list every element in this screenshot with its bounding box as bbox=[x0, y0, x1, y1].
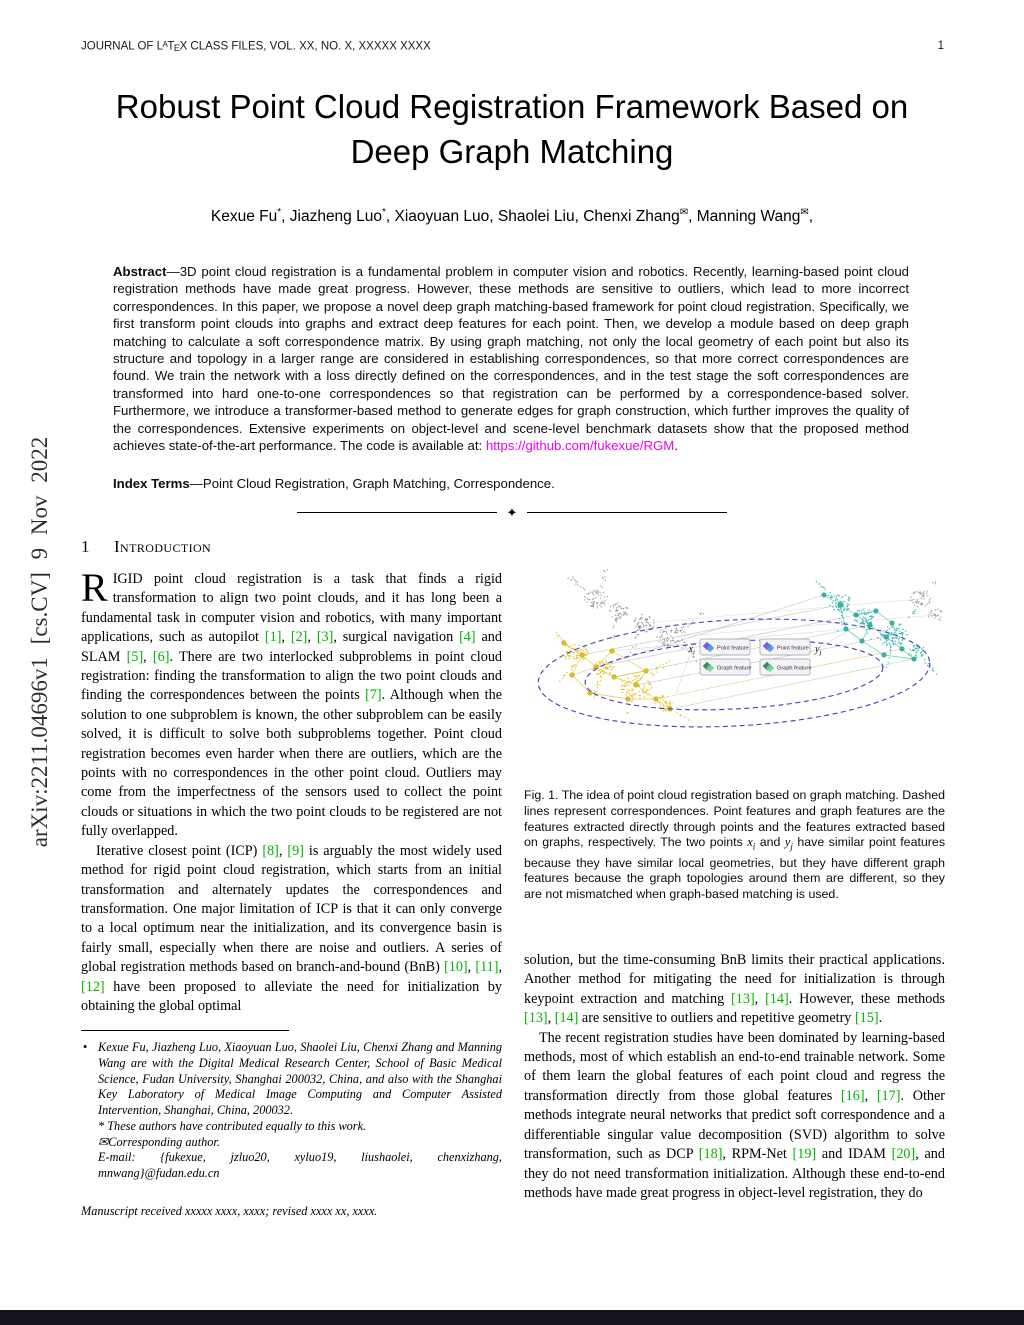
citation-link[interactable]: [14] bbox=[765, 990, 789, 1007]
footnote-equal-contribution: * These authors have contributed equally to this work. bbox=[98, 1118, 367, 1133]
citation-link[interactable]: [16] bbox=[840, 1087, 865, 1104]
yj-leader-line bbox=[820, 623, 862, 647]
journal-name: JOURNAL OF $L^ATEX$ CLASS FILES, VOL. XX, NO. X, XXXXX XXXX bbox=[81, 40, 431, 54]
citation-link[interactable]: [5] bbox=[126, 648, 144, 665]
footnote-bullet: • bbox=[83, 1040, 88, 1055]
citation-link[interactable]: [6] bbox=[152, 648, 170, 665]
xi-leader-line bbox=[676, 655, 690, 693]
dropcap: R bbox=[81, 565, 108, 610]
paragraph-recent-studies: The recent registration studies have been dominated by learning-based methods, most of which establish an end-to-end trainable network. Some of them learn the global features of each point cloud and regress the transformation directly from those global features [16], [17]. Other methods integrate neural networks that predict soft correspondence and a differentiable singular value decomposition (SVD) algorithm to solve transformation, such as DCP [18], RPM-Net [19] and IDAM [20], and they do not need transformation initialization. Although these end-to-end methods have made great progress in object-level registration, they do bbox=[524, 1029, 945, 1201]
running-header bbox=[81, 40, 944, 53]
graph-feature-label: Graph feature bbox=[777, 665, 812, 672]
footnotes-block bbox=[81, 1030, 502, 1181]
footnote-affiliation bbox=[81, 1040, 502, 1119]
graph-feature-label: Graph feature bbox=[717, 665, 752, 672]
yj-feature-boxes bbox=[760, 639, 812, 675]
point-feature-label: Point feature bbox=[777, 645, 809, 652]
divider-line-right bbox=[527, 512, 727, 513]
yj-label: $y_j$ bbox=[815, 644, 822, 657]
intro-paragraph-1-text: point cloud registration is a task that finds a rigid transformation to align two point clouds, and it has long been a fundamental task in computer vision and robotics, with many important applications, such as autopilot [1], [2], [3], surgical navigation [4] and SLAM [5], [6]. There are two interlocked subproblems in point cloud registration: finding the transformation to align the two point clouds and finding the correspondences between the points [7]. Although when the solution to one subproblem is known, the other subproblem can be easily solved, it is difficult to solve both subproblems together. Point cloud registration becomes even harder when there are outliers, which are the points with no correspondences in the other point cloud. Outliers may come from the imperfectness of the sensors used to collect the point clouds or situations in which the two point clouds to be registered are not fully overlapped. bbox=[81, 571, 503, 840]
intro-paragraph-1 bbox=[81, 565, 503, 842]
figure-caption: Fig. 1. The idea of point cloud registration based on graph matching. Dashed lines represent correspondences. Point features and graph features are the features extracted directly through points and the features extracted based on graphs, respectively. The two points $x_i$ and $y_j$ have similar point features because they have similar local geometries, but they have different graph features because the graph topologies around them are different, so they are not mismatched when graph-based matching is used. bbox=[524, 788, 946, 902]
xi-label: $x_i$ bbox=[688, 644, 695, 657]
footnote-rule bbox=[81, 1030, 289, 1031]
footnote-affiliation-text: Kexue Fu, Jiazheng Luo, Xiaoyuan Luo, Shaolei Liu, Chenxi Zhang and Manning Wang are with the Digital Medical Research Center, School of Basic Medical Science, Fudan University, Shanghai 200032, China, and also with the Shanghai Key Laboratory of Medical Image Computing and Computer Assisted Intervention, Shanghai, China, 200032. bbox=[98, 1040, 502, 1118]
manuscript-note: Manuscript received xxxxx xxxx, xxxx; revised xxxx xx, xxxx. bbox=[81, 1203, 378, 1218]
citation-link[interactable]: [13] bbox=[731, 990, 755, 1007]
right-column bbox=[524, 537, 945, 1219]
divider-line-left bbox=[297, 512, 497, 513]
point-feature-label: Point feature bbox=[717, 645, 749, 652]
citation-link[interactable]: [1] bbox=[264, 629, 282, 646]
left-column bbox=[81, 537, 502, 1219]
abstract: Abstract—3D point cloud registration is a fundamental problem in computer vision and robotics. Recently, learning-based point cloud registration methods have made great progress. However, these methods are sensitive to outliers, which lead to more incorrect correspondences. In this paper, we propose a novel deep graph matching-based framework for point cloud registration. Specifically, we first transform point clouds into graphs and extract deep features for each point. Then, we develop a module based on deep graph matching to calculate a soft correspondence matrix. By using graph matching, not only the local geometry of each point but also its structure and topology in a larger range are considered in establishing correspondences, so that more correct correspondences are found. We train the network with a loss directly defined on the correspondences, and in the test stage the soft correspondences are transformed into hard one-to-one correspondences so that registration can be performed by a correspondence-based solver. Furthermore, we introduce a transformer-based method to generate edges for graph construction, which further improves the quality of the correspondences. Extensive experiments on object-level and scene-level benchmark datasets show that the proposed method achieves state-of-the-art performance. The code is available at: https://github.com/fukexue/RGM. bbox=[113, 264, 909, 454]
citation-link[interactable]: [13] bbox=[524, 1010, 548, 1027]
citation-link[interactable]: [2] bbox=[290, 629, 308, 646]
paper-title: Robust Point Cloud Registration Framework Based on Deep Graph Matching bbox=[115, 88, 909, 170]
authors-line: Kexue Fu*, Jiazheng Luo*, Xiaoyuan Luo, Shaolei Liu, Chenxi Zhang✉, Manning Wang✉, bbox=[210, 207, 814, 226]
index-terms: Index Terms—Point Cloud Registration, Graph Matching, Correspondence. bbox=[113, 476, 555, 491]
citation-link[interactable]: [17] bbox=[876, 1087, 901, 1104]
bottom-bar bbox=[0, 1310, 1024, 1325]
figure-1-graphic bbox=[524, 551, 945, 779]
citation-link[interactable]: [19] bbox=[792, 1146, 817, 1163]
arxiv-watermark: arXiv:2211.04696v1 [cs.CV] 9 Nov 2022 bbox=[27, 436, 52, 848]
citation-link[interactable]: [8] bbox=[262, 842, 279, 859]
paragraph-solution: solution, but the time-consuming BnB limits their practical applications. Another method for mitigating the need for initialization is through keypoint extraction and matching [13], [14]. However, these methods [13], [14] are sensitive to outliers and repetitive geometry [15]. bbox=[524, 952, 945, 1027]
diamond-ornament: ✦ bbox=[506, 505, 518, 520]
figure-1 bbox=[524, 551, 945, 779]
section-title: Introduction bbox=[114, 537, 212, 556]
citation-link[interactable]: [15] bbox=[854, 1010, 879, 1027]
intro-paragraph-2: Iterative closest point (ICP) [8], [9] is arguably the most widely used method for rigid point cloud registration, which starts from an initial transformation and alternately updates the correspondences and transformation. One major limitation of ICP is that it can only converge to a local optimum near the initialization, and its convergence basin is fairly small, especially when there are noise and outliers. A series of global registration methods based on branch-and-bound (BnB) [10], [11], [12] have been proposed to alleviate the need for initialization by obtaining the global optimal bbox=[81, 842, 503, 1014]
citation-link[interactable]: [9] bbox=[287, 842, 304, 859]
citation-link[interactable]: [4] bbox=[459, 629, 476, 646]
citation-link[interactable]: [20] bbox=[891, 1146, 916, 1163]
section-number: 1 bbox=[81, 537, 90, 556]
citation-link[interactable]: [14] bbox=[554, 1010, 579, 1027]
section-heading bbox=[81, 537, 502, 557]
citation-link[interactable]: [10] bbox=[444, 959, 468, 976]
external-link[interactable]: https://github.com/fukexue/RGM bbox=[485, 438, 675, 454]
footnote-corresponding-author: ✉Corresponding author. bbox=[98, 1134, 220, 1149]
section-divider bbox=[297, 506, 727, 519]
citation-link[interactable]: [3] bbox=[316, 629, 334, 646]
page-number: 1 bbox=[937, 40, 944, 52]
lead-caps: IGID bbox=[112, 571, 143, 587]
citation-link[interactable]: [18] bbox=[698, 1146, 723, 1163]
citation-link[interactable]: [7] bbox=[365, 687, 382, 704]
citation-link[interactable]: [12] bbox=[81, 978, 105, 995]
xi-feature-boxes bbox=[700, 639, 752, 675]
footnote-email: E-mail: {fukexue, jzluo20, xyluo19, liushaolei, chenxizhang, mnwang}@fudan.edu.cn bbox=[98, 1150, 502, 1180]
citation-link[interactable]: [11] bbox=[475, 959, 499, 976]
two-column-body bbox=[81, 537, 945, 1219]
